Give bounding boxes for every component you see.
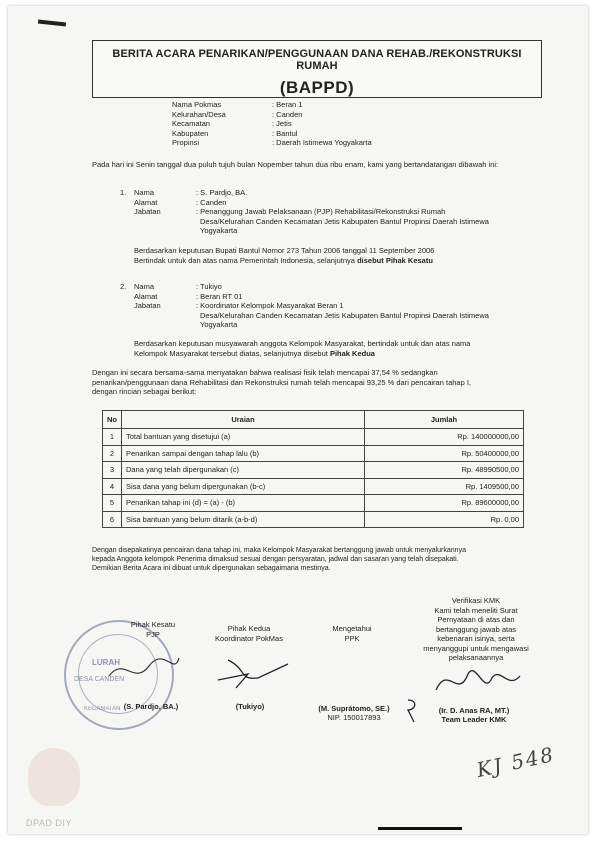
- party2-value: : Koordinator Kelompok Masyarakat Beran 1: [196, 301, 344, 310]
- intro-text: Pada hari ini Senin tanggal dua puluh tujuh bulan Nopember tahun dua ribu enam, kami yang bertandatangan dibawah ini:: [92, 160, 499, 169]
- party1-labels: [134, 188, 161, 217]
- table-row: [103, 445, 524, 462]
- row-amount: Rp. 48990500,00: [365, 462, 524, 479]
- row-amount: Rp. 89600000,00: [365, 495, 524, 512]
- info-label: Nama Pokmas: [172, 100, 222, 109]
- signature-2: [208, 650, 298, 694]
- info-label: Kabupaten: [172, 128, 209, 138]
- row-desc: Sisa dana yang belum dipergunakan (b-c): [122, 478, 365, 495]
- agreement-line: dengan rincian sebagai berikut:: [92, 387, 197, 396]
- party2-value: : Tukiyo: [196, 282, 222, 291]
- party2-label: Nama: [134, 282, 155, 291]
- document-title: BERITA ACARA PENARIKAN/PENGGUNAAN DANA REHAB./REKONSTRUKSI RUMAH: [112, 48, 522, 72]
- info-values: [272, 100, 372, 148]
- archive-watermark: DPAD DIY: [26, 818, 72, 828]
- party2-values: [196, 282, 489, 330]
- kmk-note-line: Kami telah meneliti Surat: [434, 605, 518, 615]
- party2-label: Jabatan: [134, 301, 161, 310]
- sig4-title: Team Leader KMK: [441, 715, 507, 724]
- kmk-note-line: Verifikasi KMK: [451, 596, 501, 605]
- row-no: 4: [103, 478, 122, 495]
- party1-values: [196, 188, 489, 236]
- sig1-name: (S. Pardjo, BA.): [123, 702, 179, 711]
- handwritten-reference: KJ 548: [474, 741, 558, 783]
- info-label: Kelurahan/Desa: [172, 109, 226, 119]
- party1-number: 1.: [120, 188, 127, 197]
- sig2-name: (Tukiyo): [235, 702, 265, 711]
- party2-basis: Berdasarkan keputusan musyawarah anggota Kelompok Masyarakat, bertindak untuk dan atas nama: [134, 339, 471, 348]
- row-desc: Total bantuan yang disetujui (a): [122, 429, 365, 446]
- kmk-note-line: pelaksanaannya: [448, 653, 504, 662]
- sig4-name: (Ir. D. Anas RA, MT.): [438, 706, 510, 715]
- closing-line: Demikian Berita Acara ini dibuat untuk dipergunakan sebagaimana mestinya.: [92, 565, 331, 572]
- party1-label: Nama: [134, 188, 155, 197]
- party2-number: 2.: [120, 282, 127, 291]
- party1-jabatan-cont: Desa/Kelurahan Canden Kecamatan Jetis Kabupaten Bantul Propinsi Daerah Istimewa: [200, 216, 489, 226]
- info-label: Kecamatan: [172, 119, 210, 128]
- stamp-text: DESA CANDEN: [74, 676, 125, 683]
- row-amount: Rp. 50400000,00: [365, 445, 524, 462]
- party2-value: : Beran RT 01: [196, 291, 243, 301]
- party1-jabatan-cont: Yogyakarta: [200, 226, 238, 235]
- title-box: [92, 40, 542, 98]
- row-no: 1: [103, 429, 122, 446]
- party1-basis: Berdasarkan keputusan Bupati Bantul Nomor 273 Tahun 2006 tanggal 11 September 2006: [134, 246, 435, 255]
- party1-label: Alamat: [134, 197, 158, 207]
- row-amount: Rp. 1409500,00: [365, 478, 524, 495]
- party2-basis-2: [134, 349, 375, 359]
- table-row: [103, 495, 524, 512]
- sig3-name: (M. Suprátomo, SE.): [318, 704, 390, 713]
- header-uraian: Uraian: [122, 411, 365, 429]
- info-value: : Canden: [272, 109, 303, 119]
- party1-acting: [134, 256, 433, 266]
- row-no: 3: [103, 462, 122, 479]
- info-value: : Jetis: [272, 119, 292, 128]
- signature-1: [104, 646, 184, 696]
- signatory-2-title: [204, 624, 294, 643]
- party1-label: Jabatan: [134, 207, 161, 216]
- table-row: [103, 511, 524, 528]
- kmk-note-line: Pernyataan di atas dan: [437, 615, 515, 624]
- kmk-verification-note: [420, 596, 532, 663]
- signature-4: [428, 660, 528, 704]
- stamp-text: KECAMATAN: [84, 706, 121, 712]
- sig3-role: PPK: [344, 633, 360, 643]
- kmk-note-line: kebenaran isinya, serta: [437, 634, 515, 643]
- row-desc: Penarikan tahap ini (d) = (a) - (b): [122, 495, 365, 512]
- signatory-3-title: [314, 624, 390, 643]
- party2-label: Alamat: [134, 291, 158, 301]
- info-label: Propinsi: [172, 138, 200, 147]
- closing-line: Dengan disepakatinya pencairan dana tahap ini, maka Kelompok Masyarakat bertanggung jawab untuk menyalurkannya: [92, 547, 466, 554]
- row-desc: Penarikan sampai dengan tahap lalu (b): [122, 445, 365, 462]
- info-labels: [172, 100, 226, 148]
- header-jumlah: Jumlah: [365, 411, 524, 429]
- budget-table: [102, 410, 524, 528]
- closing-text: [92, 546, 532, 573]
- row-amount: Rp. 140000000,00: [365, 429, 524, 446]
- table-row: [103, 429, 524, 446]
- row-no: 2: [103, 445, 122, 462]
- table-row: [103, 478, 524, 495]
- party1-value: : Canden: [196, 197, 227, 207]
- sig2-role: Koordinator PokMas: [215, 633, 283, 643]
- sig3-title: Mengetahui: [332, 624, 372, 633]
- agreement-text: [92, 368, 532, 397]
- party2-basis-text: Kelompok Masyarakat tersebut diatas, selanjutnya disebut: [134, 349, 330, 358]
- sig3-nip: NIP. 150017893: [327, 713, 381, 722]
- row-no: 5: [103, 495, 122, 512]
- archive-logo-icon: [28, 748, 80, 806]
- sig1-title: Pihak Kesatu: [130, 620, 176, 629]
- closing-line: kepada Anggota kelompok Penerima dimaksud sesuai dengan persyaratan, jadwal dan sasaran yang telah disepakati.: [92, 556, 459, 563]
- row-amount: Rp. 0,00: [365, 511, 524, 528]
- party1-acting-text: Bertindak untuk dan atas nama Pemerintah Indonesia, selanjutnya: [134, 256, 358, 265]
- signatory-1-title: [118, 620, 188, 639]
- agreement-line: penarikan/penggunaan dana Rehabilitasi dan Rekonstruksi rumah telah mencapai 93,25 % dari pencairan tahap I,: [92, 377, 472, 387]
- kmk-note-line: menyanggupi untuk mengawasi: [423, 643, 529, 653]
- sig2-title: Pihak Kedua: [227, 624, 271, 633]
- party1-acting-bold: disebut Pihak Kesatu: [357, 256, 433, 265]
- document-page: [8, 6, 588, 834]
- kmk-note-line: bertanggung jawab atas: [435, 624, 517, 634]
- row-desc: Dana yang telah dipergunakan (c): [122, 462, 365, 479]
- document-acronym: (BAPPD): [279, 78, 355, 97]
- scan-edge-mark: [378, 827, 462, 830]
- party2-jabatan-cont: Desa/Kelurahan Canden Kecamatan Jetis Kabupaten Bantul Propinsi Daerah Istimewa: [200, 310, 489, 320]
- row-desc: Sisa bantuan yang belum ditarik (a-b-d): [122, 511, 365, 528]
- sig1-role: PJP: [146, 629, 160, 639]
- scan-mark: [38, 20, 66, 27]
- info-value: : Beran 1: [272, 100, 303, 109]
- table-row: [103, 462, 524, 479]
- header-no: No: [103, 411, 122, 429]
- agreement-line: Dengan ini secara bersama-sama menyatakan bahwa realisasi fisik telah mencapai 37,54 % sedangkan: [92, 368, 438, 377]
- table-header-row: [103, 411, 524, 429]
- party1-value: : S. Pardjo, BA.: [196, 188, 248, 197]
- info-value: : Daerah Istimewa Yogyakarta: [272, 138, 372, 147]
- party2-jabatan-cont: Yogyakarta: [200, 320, 238, 329]
- signature-3-initial: [400, 696, 424, 726]
- party2-basis-bold: Pihak Kedua: [329, 349, 375, 358]
- info-value: : Bantul: [272, 128, 298, 138]
- stamp-text: LURAH: [92, 658, 120, 667]
- row-no: 6: [103, 511, 122, 528]
- party2-labels: [134, 282, 161, 311]
- party1-value: : Penanggung Jawab Pelaksanaan (PJP) Rehabilitasi/Rekonstruksi Rumah: [196, 207, 446, 216]
